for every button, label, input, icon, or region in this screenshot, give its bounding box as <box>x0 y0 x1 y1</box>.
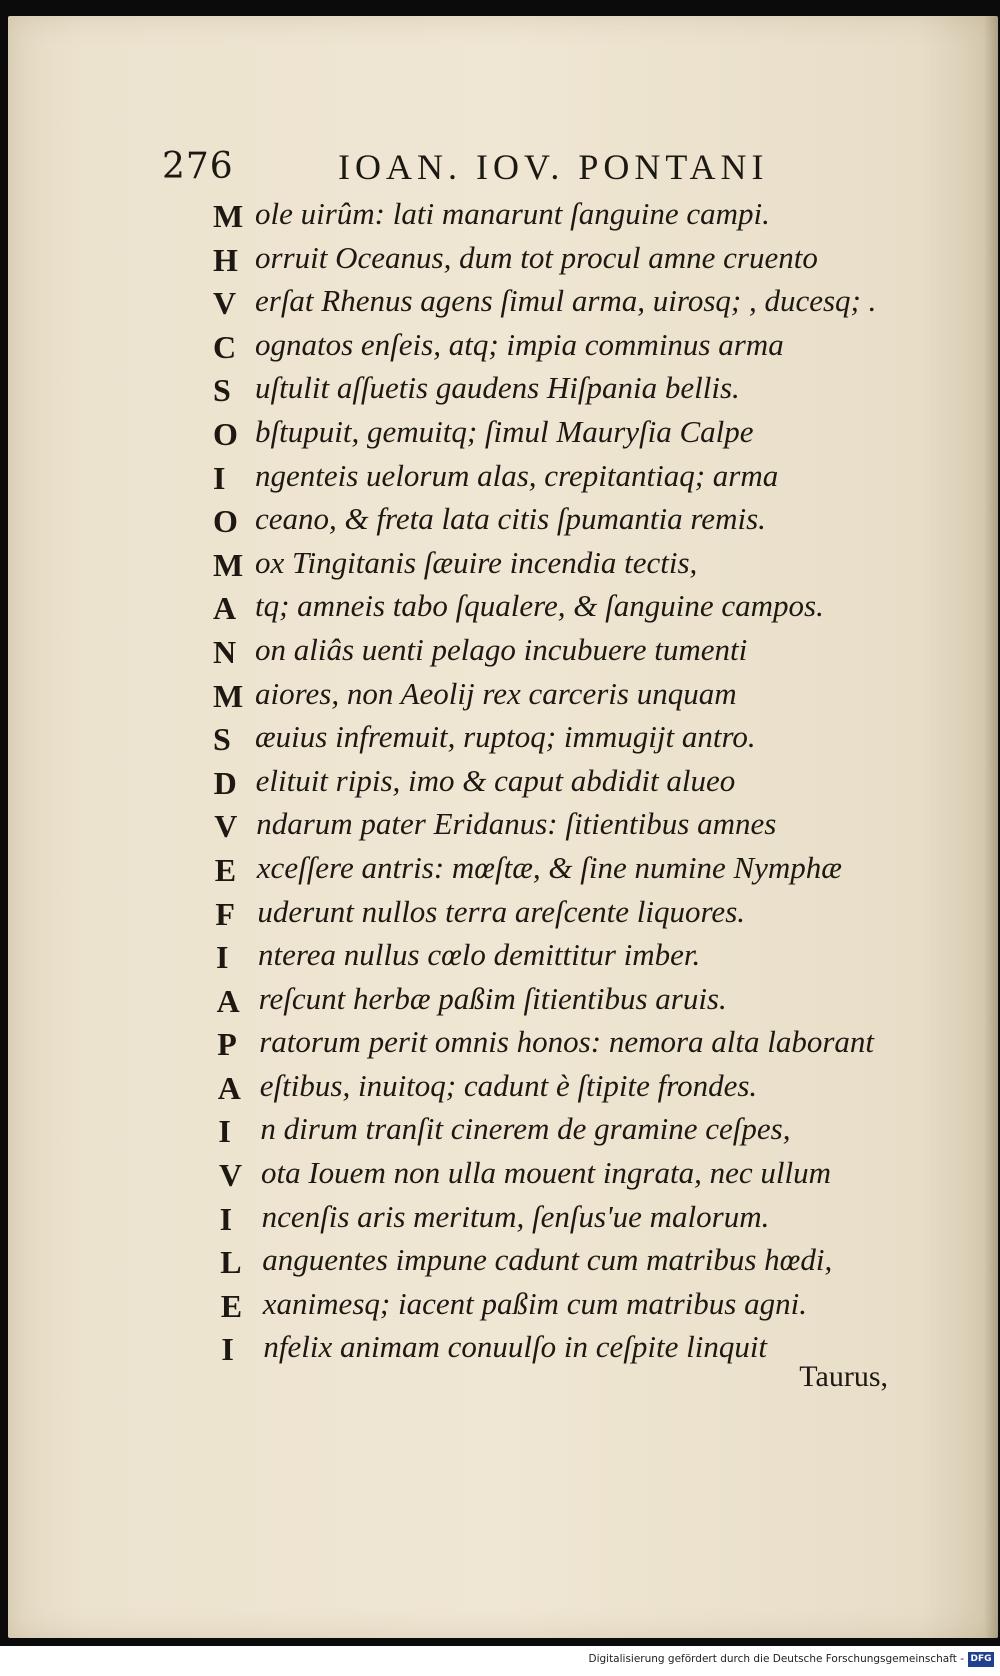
verse-text: ognatos enſeis, atq; impia comminus arma <box>255 326 784 362</box>
verse-text: uderunt nullos terra areſcente liquores. <box>257 893 746 929</box>
verse-line <box>218 1068 953 1112</box>
page-edge-shadow <box>984 16 998 1638</box>
verse-line <box>217 1024 953 1068</box>
verse-initial: O <box>213 415 238 452</box>
verse-line <box>215 894 953 938</box>
verse-initial: I <box>221 1331 234 1368</box>
verse-initial: E <box>220 1287 243 1324</box>
verse-initial: I <box>213 459 226 496</box>
verse-initial: I <box>216 939 229 976</box>
dfg-logo: DFG <box>968 1652 994 1667</box>
verse-line <box>218 1111 953 1155</box>
verse-line <box>213 327 953 371</box>
verse-text: erſat Rhenus agens ſimul arma, uirosq; , ducesq; . <box>255 283 877 319</box>
page-number: 276 <box>162 146 234 187</box>
verse-text: bſtupuit, gemuitq; ſimul Mauryſia Calpe <box>255 413 754 449</box>
footer-credit: Digitalisierung gefördert durch die Deutsche Forschungsgemeinschaft - <box>588 1653 964 1665</box>
verse-text: ndarum pater Eridanus: ſitientibus amnes <box>256 806 777 842</box>
verse-text: orruit Oceanus, dum tot procul amne cruento <box>255 239 818 275</box>
verse-line <box>213 458 953 502</box>
verse-initial: L <box>220 1244 242 1281</box>
verse-text: ngenteis uelorum alas, crepitantiaq; arma <box>255 457 779 493</box>
verse-initial: V <box>214 808 238 845</box>
verse-text: æuius infremuit, ruptoq; immugijt antro. <box>255 719 756 755</box>
verse-line <box>213 370 953 414</box>
verse-initial: M <box>213 546 244 583</box>
verse-line <box>221 1286 953 1330</box>
verse-line <box>213 545 953 589</box>
verse-initial: M <box>213 677 244 714</box>
verse-text: ole uirûm: lati manarunt ſanguine campi. <box>255 196 770 231</box>
verse-line <box>213 632 953 676</box>
verse-initial: N <box>213 633 237 670</box>
verse-line <box>215 850 953 894</box>
verse-text: ota Iouem non ulla mouent ingrata, nec ullum <box>261 1155 831 1191</box>
verse-line <box>213 676 953 720</box>
verse-initial: C <box>213 328 237 365</box>
verse-line <box>213 501 953 545</box>
verse-text: ncenſis aris meritum, ſenſus'ue malorum. <box>261 1198 770 1234</box>
verse-text: ox Tingitanis ſæuire incendia tectis, <box>255 544 698 580</box>
verse-line <box>214 763 953 807</box>
verse-text: xanimesq; iacent paßim cum matribus agni. <box>262 1285 807 1321</box>
verse-initial: I <box>218 1113 231 1150</box>
verse-line <box>213 240 953 284</box>
verse-initial: A <box>216 982 240 1019</box>
verse-text: eſtibus, inuitoq; cadunt è ſtipite frondes. <box>259 1067 758 1103</box>
verse-text: elituit ripis, imo & caput abdidit alueo <box>255 762 736 798</box>
verse-line <box>213 588 953 632</box>
verse-text: ceano, & freta lata citis ſpumantia remis. <box>255 501 766 537</box>
verse-text: ratorum perit omnis honos: nemora alta laborant <box>259 1024 875 1060</box>
verse-initial: V <box>219 1157 243 1194</box>
verse-text: tq; amneis tabo ſqualere, & ſanguine campos. <box>255 588 824 624</box>
verse-initial: S <box>213 372 231 409</box>
verse-text: anguentes impune cadunt cum matribus hœdi, <box>262 1242 833 1278</box>
verse-initial: M <box>213 198 244 234</box>
verse-line <box>217 981 953 1025</box>
verse-text: n dirum tranſit cinerem de gramine ceſpes, <box>260 1111 791 1147</box>
verse-text: uſtulit aſſuetis gaudens Hiſpania bellis. <box>255 370 740 406</box>
verse-initial: A <box>217 1069 241 1106</box>
verse-initial: I <box>219 1200 233 1237</box>
footer-bar <box>0 1646 1000 1676</box>
verse-text: reſcunt herbæ paßim ſitientibus aruis. <box>258 980 727 1016</box>
verse-text: nfelix animam conuulſo in ceſpite linquit <box>263 1329 768 1365</box>
running-title: IOAN. IOV. PONTANI <box>338 147 769 187</box>
verse-initial: F <box>215 895 235 932</box>
verse-line <box>213 283 953 327</box>
verse-text: xceſſere antris: mœſtæ, & ſine numine Nymphæ <box>256 849 842 885</box>
verse-initial: D <box>213 764 237 801</box>
verse-initial: P <box>217 1026 237 1063</box>
verse-line <box>220 1199 953 1243</box>
verse-line <box>216 937 953 981</box>
verse-line <box>213 719 953 763</box>
verse-block <box>213 196 953 1373</box>
verse-initial: E <box>214 851 237 888</box>
verse-initial: A <box>213 590 237 627</box>
verse-line <box>213 196 953 240</box>
verse-text: on aliâs uenti pelago incubuere tumenti <box>255 631 748 667</box>
verse-line <box>214 806 953 850</box>
verse-initial: S <box>213 721 231 758</box>
verse-line <box>213 414 953 458</box>
verse-text: nterea nullus cœlo demittitur imber. <box>258 937 701 973</box>
verse-text: aiores, non Aeolij rex carceris unquam <box>255 675 737 711</box>
verse-line <box>220 1242 953 1286</box>
verse-initial: H <box>213 241 238 278</box>
verse-initial: O <box>213 503 238 540</box>
catchword: Taurus, <box>799 1360 888 1393</box>
running-head <box>162 146 802 196</box>
verse-initial: V <box>213 285 237 322</box>
verse-line <box>219 1155 953 1199</box>
